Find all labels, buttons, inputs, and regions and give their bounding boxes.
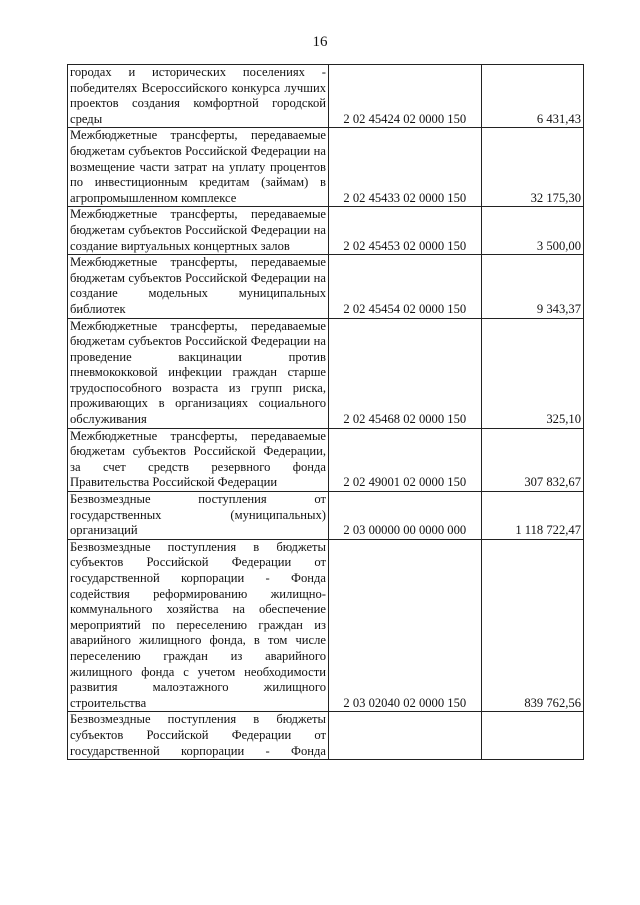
row-budget-code: 2 02 45433 02 0000 150 (329, 128, 482, 207)
row-amount: 3 500,00 (481, 207, 583, 255)
row-amount: 325,10 (481, 318, 583, 428)
row-description: Межбюджетные трансферты, передаваемые бюджетам субъектов Российской Федерации на проведение вакцинации против пневмококковой инфекции граждан старше трудоспособного возраста из групп риска, проживающих в организациях социального обслуживания (68, 318, 329, 428)
row-description: Безвозмездные поступления от государственных (муниципальных) организаций (68, 492, 329, 540)
table-row (68, 712, 584, 760)
table-row (68, 65, 584, 128)
row-amount (481, 712, 583, 760)
row-amount: 839 762,56 (481, 539, 583, 712)
row-budget-code: 2 02 49001 02 0000 150 (329, 428, 482, 491)
table-row (68, 428, 584, 491)
page-number: 16 (312, 34, 328, 50)
row-budget-code: 2 02 45424 02 0000 150 (329, 65, 482, 128)
row-description: Межбюджетные трансферты, передаваемые бюджетам субъектов Российской Федерации, за счет средств резервного фонда Правительства Российской Федерации (68, 428, 329, 491)
row-budget-code: 2 03 00000 00 0000 000 (329, 492, 482, 540)
row-amount: 1 118 722,47 (481, 492, 583, 540)
row-amount: 307 832,67 (481, 428, 583, 491)
row-description: городах и исторических поселениях - победителях Всероссийского конкурса лучших проектов создания комфортной городской среды (68, 65, 329, 128)
row-budget-code (329, 712, 482, 760)
row-description: Межбюджетные трансферты, передаваемые бюджетам субъектов Российской Федерации на возмещение части затрат на уплату процентов по инвестиционным кредитам (займам) в агропромышленном комплексе (68, 128, 329, 207)
table-row (68, 318, 584, 428)
row-budget-code: 2 02 45453 02 0000 150 (329, 207, 482, 255)
table-row (68, 207, 584, 255)
row-budget-code: 2 02 45454 02 0000 150 (329, 255, 482, 318)
table-row (68, 492, 584, 540)
row-description: Межбюджетные трансферты, передаваемые бюджетам субъектов Российской Федерации на создание виртуальных концертных залов (68, 207, 329, 255)
row-description: Безвозмездные поступления в бюджеты субъектов Российской Федерации от государственной корпорации - Фонда содействия реформированию жилищно-коммунального хозяйства на обеспечение мероприятий по переселению граждан из аварийного жилищного фонда, в том числе переселению граждан из аварийного жилищного фонда с учетом необходимости развития малоэтажного жилищного строительства (68, 539, 329, 712)
row-amount: 9 343,37 (481, 255, 583, 318)
table-row (68, 128, 584, 207)
row-description: Межбюджетные трансферты, передаваемые бюджетам субъектов Российской Федерации на создание модельных муниципальных библиотек (68, 255, 329, 318)
row-description: Безвозмездные поступления в бюджеты субъектов Российской Федерации от государственной корпорации - Фонда (68, 712, 329, 760)
budget-revenue-table (67, 64, 584, 760)
table-row (68, 255, 584, 318)
row-budget-code: 2 03 02040 02 0000 150 (329, 539, 482, 712)
row-budget-code: 2 02 45468 02 0000 150 (329, 318, 482, 428)
row-amount: 6 431,43 (481, 65, 583, 128)
table-row (68, 539, 584, 712)
row-amount: 32 175,30 (481, 128, 583, 207)
